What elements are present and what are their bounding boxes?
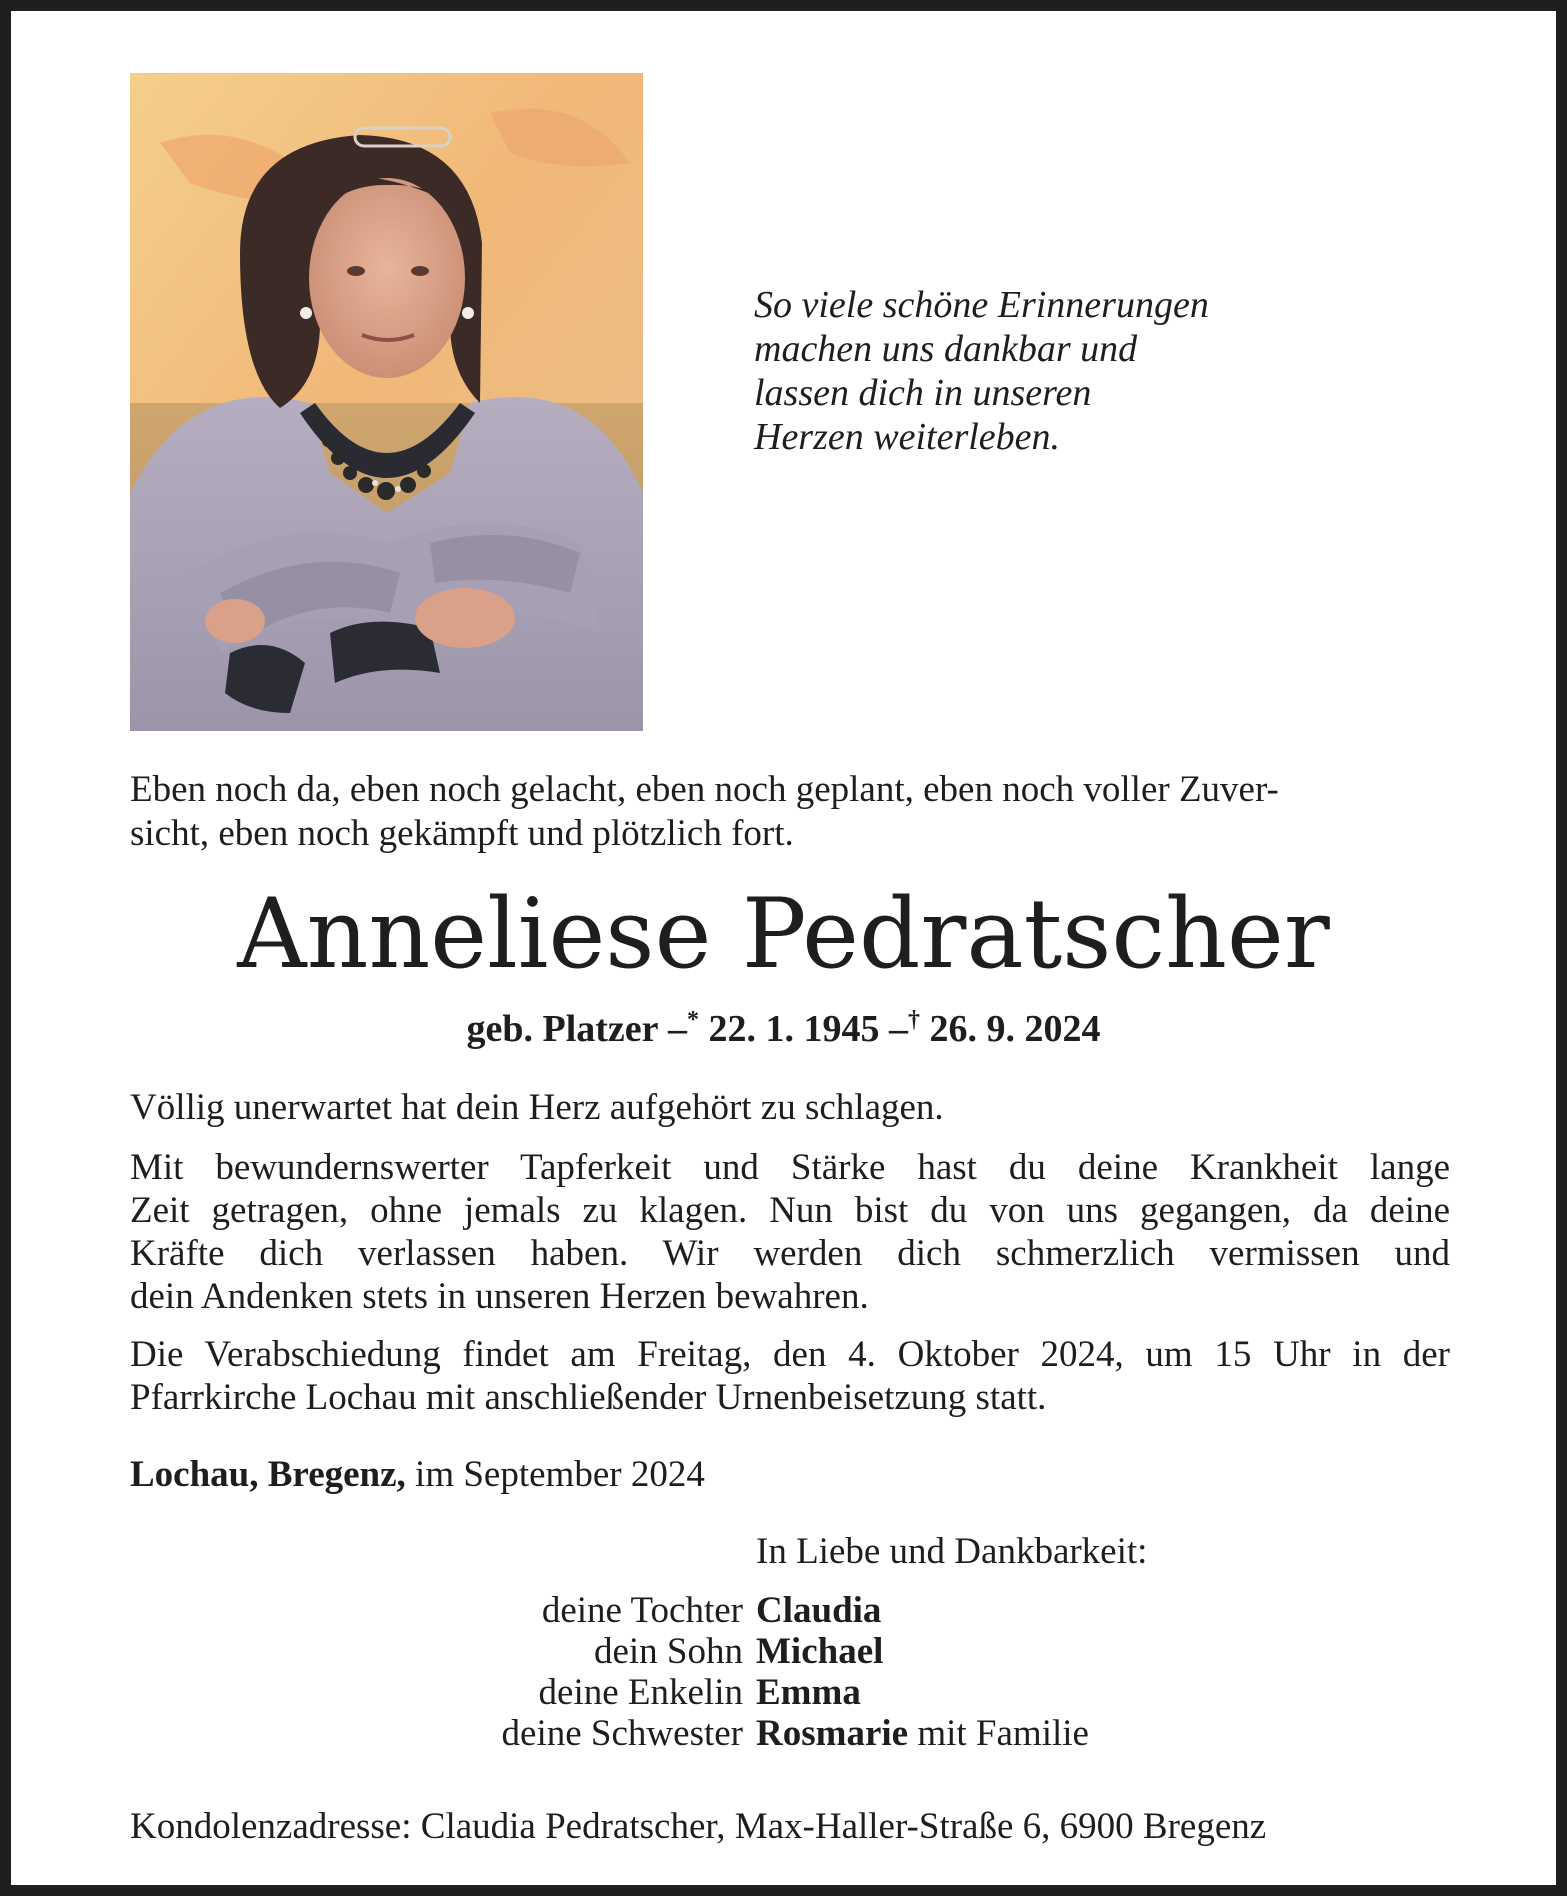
- family-row: [11, 1589, 1556, 1633]
- date-separator: –: [889, 1008, 909, 1050]
- birth-symbol: *: [687, 1007, 700, 1033]
- death-symbol: †: [908, 1007, 921, 1033]
- place-date: [130, 1453, 705, 1497]
- intro-line: sicht, eben noch gekämpft und plötzlich fort.: [130, 813, 794, 854]
- date-separator: –: [668, 1008, 688, 1050]
- family-row: [11, 1671, 1556, 1715]
- maiden-name: geb. Platzer: [466, 1008, 659, 1050]
- family-relation: deine Schwester: [501, 1713, 743, 1754]
- paragraph-line: Die Verabschiedung findet am Freitag, den 4. Oktober 2024, um 15 Uhr in der: [130, 1334, 1450, 1375]
- family-member: [756, 1712, 1089, 1756]
- family-member-name: Rosmarie: [756, 1713, 909, 1754]
- portrait-image: [130, 73, 643, 731]
- family-member: [756, 1671, 861, 1715]
- paragraph-line: Zeit getragen, ohne jemals zu klagen. Nun bist du von uns gegangen, da deine: [130, 1190, 1450, 1231]
- paragraph-line: dein Andenken stets in unseren Herzen bewahren.: [130, 1276, 869, 1317]
- life-dates: [11, 1007, 1556, 1051]
- family-row: [11, 1630, 1556, 1674]
- family-relation: deine Enkelin: [538, 1672, 743, 1713]
- family-member: [756, 1630, 883, 1674]
- family-member: [756, 1589, 881, 1633]
- paragraph-line: Pfarrkirche Lochau mit anschließender Urnenbeisetzung statt.: [130, 1377, 1047, 1418]
- family-member-name: Claudia: [756, 1590, 882, 1631]
- paragraph-line: Mit bewundernswerter Tapferkeit und Stärke hast du deine Krankheit lange: [130, 1147, 1450, 1188]
- thanks-line: In Liebe und Dankbarkeit:: [756, 1531, 1148, 1572]
- quote-line: machen uns dankbar und: [754, 328, 1138, 370]
- paragraph-3: [130, 1333, 1450, 1419]
- quote-line: Herzen weiterleben.: [754, 416, 1061, 458]
- quote-line: So viele schöne Erinnerungen: [754, 284, 1209, 326]
- family-relation: deine Tochter: [541, 1590, 743, 1631]
- family-member-name: Michael: [756, 1631, 884, 1672]
- family-row: [11, 1712, 1556, 1756]
- paragraph-1: Völlig unerwartet hat dein Herz aufgehört zu schlagen.: [130, 1087, 944, 1128]
- place-names: Lochau, Bregenz,: [130, 1454, 406, 1495]
- deceased-name: Anneliese Pedratscher: [237, 878, 1330, 990]
- death-date: 26. 9. 2024: [929, 1008, 1101, 1050]
- paragraph-line: Kräfte dich verlassen haben. Wir werden dich schmerzlich vermissen und: [130, 1233, 1450, 1274]
- portrait-photo: [130, 73, 643, 731]
- intro-line: Eben noch da, eben noch gelacht, eben noch geplant, eben noch voller Zuver-: [130, 769, 1279, 810]
- date-text: im September 2024: [415, 1454, 705, 1495]
- family-relation: dein Sohn: [593, 1631, 743, 1672]
- quote-line: lassen dich in unseren: [754, 372, 1092, 414]
- condolence-address: Kondolenzadresse: Claudia Pedratscher, Max-Haller-Straße 6, 6900 Bregenz: [130, 1806, 1267, 1847]
- intro-text: [130, 768, 1279, 856]
- memorial-quote: [754, 283, 1209, 459]
- paragraph-2: [130, 1146, 1450, 1318]
- family-member-suffix: mit Familie: [917, 1713, 1089, 1754]
- birth-date: 22. 1. 1945: [708, 1008, 880, 1050]
- family-member-name: Emma: [756, 1672, 861, 1713]
